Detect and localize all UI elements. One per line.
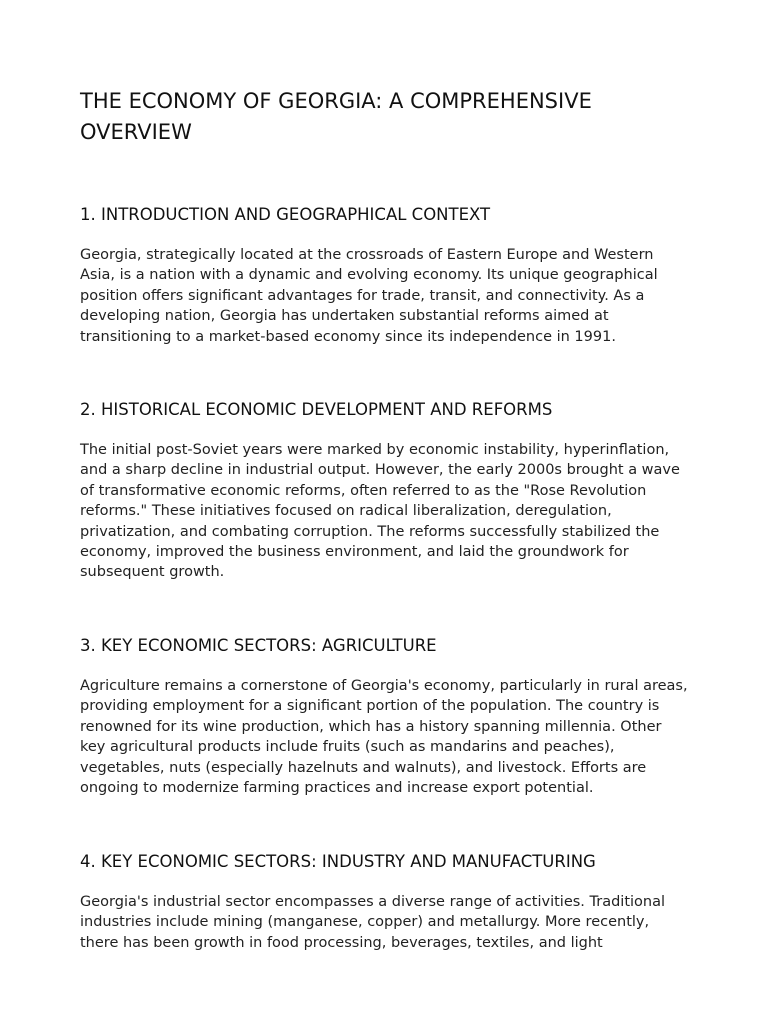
- paragraph-line: The initial post-Soviet years were marked by economic instability, hyperinflation,: [80, 442, 670, 458]
- paragraph-line: privatization, and combating corruption. The reforms successfully stabilized the: [80, 523, 660, 540]
- section-paragraph: [80, 892, 692, 953]
- paragraph-line: subsequent growth.: [80, 564, 225, 581]
- paragraph-line: developing nation, Georgia has undertaken substantial reforms aimed at: [80, 308, 609, 325]
- paragraph-line: transitioning to a market-based economy since its independence in 1991.: [80, 328, 616, 345]
- paragraph-line: economy, improved the business environment, and laid the groundwork for: [80, 544, 629, 561]
- paragraph-line: renowned for its wine production, which has a history spanning millennia. Other: [80, 718, 662, 735]
- paragraph-line: providing employment for a significant portion of the population. The country is: [80, 698, 660, 715]
- section-paragraph: [80, 245, 692, 347]
- paragraph-line: there has been growth in food processing, beverages, textiles, and light: [80, 934, 603, 951]
- title-line: OVERVIEW: [80, 120, 192, 144]
- paragraph-line: and a sharp decline in industrial output. However, the early 2000s brought a wave: [80, 462, 680, 479]
- section-heading: 2. HISTORICAL ECONOMIC DEVELOPMENT AND REFORMS: [80, 400, 553, 419]
- title-line: THE ECONOMY OF GEORGIA: A COMPREHENSIVE: [80, 89, 592, 113]
- paragraph-line: Georgia's industrial sector encompasses a diverse range of activities. Traditional: [80, 894, 666, 910]
- section-heading: 1. INTRODUCTION AND GEOGRAPHICAL CONTEXT: [80, 205, 491, 224]
- section-heading: 4. KEY ECONOMIC SECTORS: INDUSTRY AND MANUFACTURING: [80, 852, 596, 871]
- paragraph-line: of transformative economic reforms, often referred to as the "Rose Revolution: [80, 482, 647, 499]
- paragraph-line: Georgia, strategically located at the crossroads of Eastern Europe and Western: [80, 247, 654, 263]
- paragraph-line: Asia, is a nation with a dynamic and evolving economy. Its unique geographical: [80, 267, 658, 284]
- document-title: [80, 86, 692, 148]
- paragraph-line: key agricultural products include fruits (such as mandarins and peaches),: [80, 739, 615, 756]
- paragraph-line: ongoing to modernize farming practices and increase export potential.: [80, 780, 594, 797]
- paragraph-line: vegetables, nuts (especially hazelnuts and walnuts), and livestock. Efforts are: [80, 759, 647, 776]
- paragraph-line: reforms." These initiatives focused on radical liberalization, deregulation,: [80, 503, 612, 520]
- section-paragraph: [80, 440, 692, 583]
- paragraph-line: industries include mining (manganese, copper) and metallurgy. More recently,: [80, 914, 650, 931]
- paragraph-line: Agriculture remains a cornerstone of Georgia's economy, particularly in rural areas,: [80, 678, 688, 694]
- paragraph-line: position offers significant advantages for trade, transit, and connectivity. As a: [80, 287, 645, 304]
- section-paragraph: [80, 676, 692, 798]
- section-heading: 3. KEY ECONOMIC SECTORS: AGRICULTURE: [80, 636, 437, 655]
